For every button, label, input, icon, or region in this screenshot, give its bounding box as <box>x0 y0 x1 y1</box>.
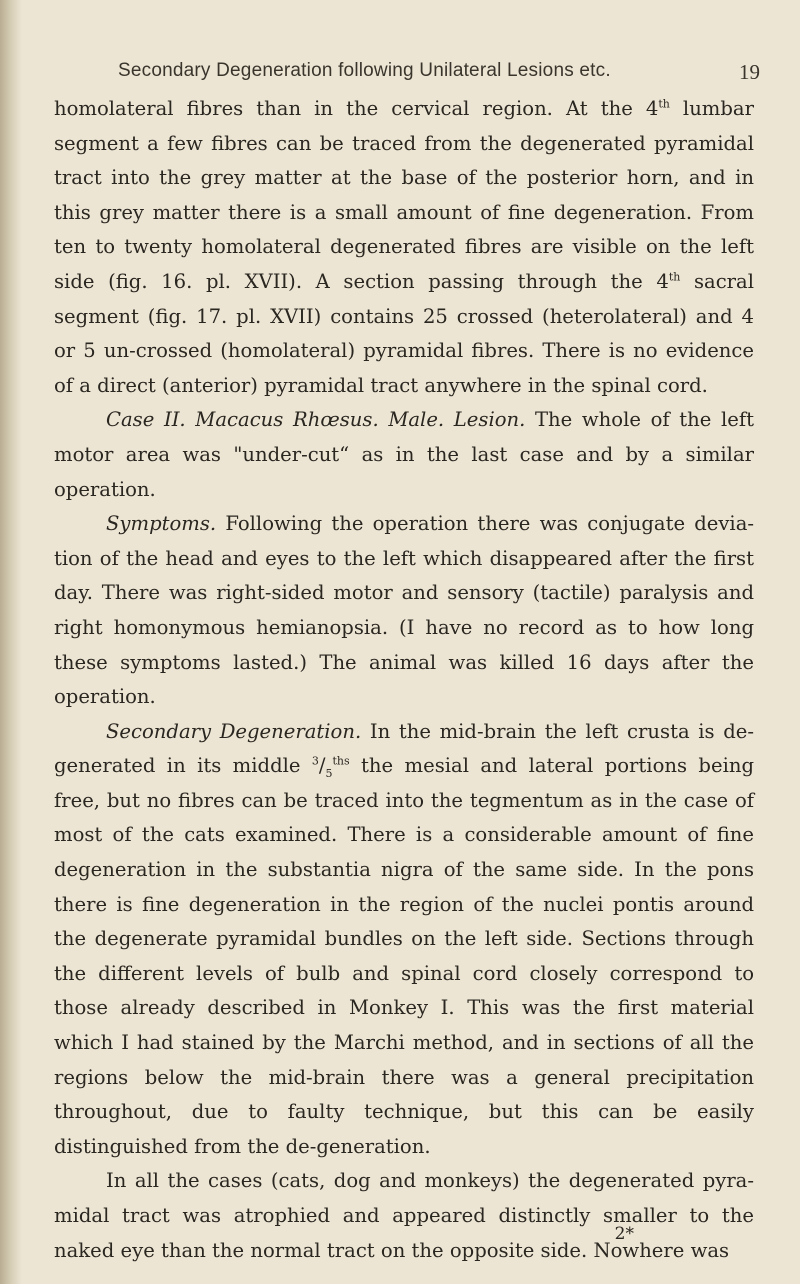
text-run: The whole of the left motor area was "under-cut“ as in the last case and by a similar operation. <box>54 408 754 501</box>
paragraph-continuation <box>54 92 754 403</box>
text-run: In all the cases (cats, dog and monkeys) the degenerated pyra-midal tract was atrophied and appeared distinctly smaller to the naked eye than the normal tract on the opposite side. Nowhere was <box>54 1169 754 1262</box>
text-run: In the mid-brain the left crusta is de-generated in its middle <box>54 719 754 778</box>
page-number: 19 <box>739 60 760 84</box>
paragraph-symptoms <box>54 507 754 715</box>
paragraph-all-cases <box>54 1164 754 1268</box>
symptoms-heading: Symptoms. <box>106 512 217 536</box>
page-edge-shadow <box>0 0 22 1284</box>
fraction-numerator: 3 <box>311 754 319 768</box>
paragraph-case-ii <box>54 403 754 507</box>
superscript: ths <box>332 754 350 768</box>
superscript: th <box>668 270 681 284</box>
page-header <box>100 60 760 90</box>
secondary-degeneration-heading: Secondary Degeneration. <box>106 719 362 743</box>
text-run: Following the operation there was conjugate devia-tion of the head and eyes to the left which disappeared after the first day. There was right-sided motor and sensory (tactile) paralysis and right homonymous hemianopsia. (I have no record as to how long these symptoms lasted.) The animal was killed 16 days after the operation. <box>54 512 754 709</box>
case-heading: Case II. Macacus Rhœsus. Male. Lesion. <box>106 408 526 432</box>
paragraph-secondary-degeneration: Secondary Degeneration. In the mid-brain the left crusta is de-generated in its middle $^3/_5^{ths}$ the mesial and lateral portions being free, but no fibres can be traced into the tegmentum as in the case of most of the cats examined. There is a considerable amount of fine degeneration in the substantia nigra of the same side. In the pons there is fine degeneration in the region of the nuclei pontis around the degenerate pyramidal bundles on the left side. Sections through the different levels of bulb and spinal cord closely correspond to those already described in Monkey I. This was the first material which I had stained by the Marchi method, and in sections of all the regions below the mid-brain there was a general precipitation throughout, due to faulty technique, but this can be easily distinguished from the de-generation. <box>54 719 754 1158</box>
text-run: sacral segment (fig. 17. pl. XVII) contains 25 crossed (heterolateral) and 4 or 5 un-crossed (homolateral) pyramidal fibres. There is no evidence of a direct (anterior) pyramidal tract anywhere in the spinal cord. <box>54 269 754 397</box>
body-text <box>54 92 754 1268</box>
signature-mark-row <box>54 1224 754 1244</box>
text-run: homolateral fibres than in the cervical region. At the 4 <box>54 97 659 120</box>
signature-mark: 2* <box>614 1224 634 1244</box>
text-run: lumbar segment a few fibres can be traced from the degenerated pyramidal tract into the grey matter at the base of the posterior horn, and in this grey matter there is a small amount of fine degeneration. From ten to twenty homolateral degenerated fibres are visible on the left side (fig. 16. pl. XVII). A section passing through the 4 <box>54 97 754 293</box>
fraction-denominator: 5 <box>325 767 333 781</box>
running-head: Secondary Degeneration following Unilateral Lesions etc. <box>118 60 611 81</box>
text-run: the mesial and lateral portions being free, but no fibres can be traced into the tegmentum as in the case of most of the cats examined. There is a considerable amount of fine degeneration in the substantia nigra of the same side. In the pons there is fine degeneration in the region of the nuclei pontis around the degenerate pyramidal bundles on the left side. Sections through the different levels of bulb and spinal cord closely correspond to those already described in Monkey I. This was the first material which I had stained by the Marchi method, and in sections of all the regions below the mid-brain there was a general precipitation throughout, due to faulty technique, but this can be easily distinguished from the de-generation. <box>54 754 754 1158</box>
superscript: th <box>658 97 670 111</box>
